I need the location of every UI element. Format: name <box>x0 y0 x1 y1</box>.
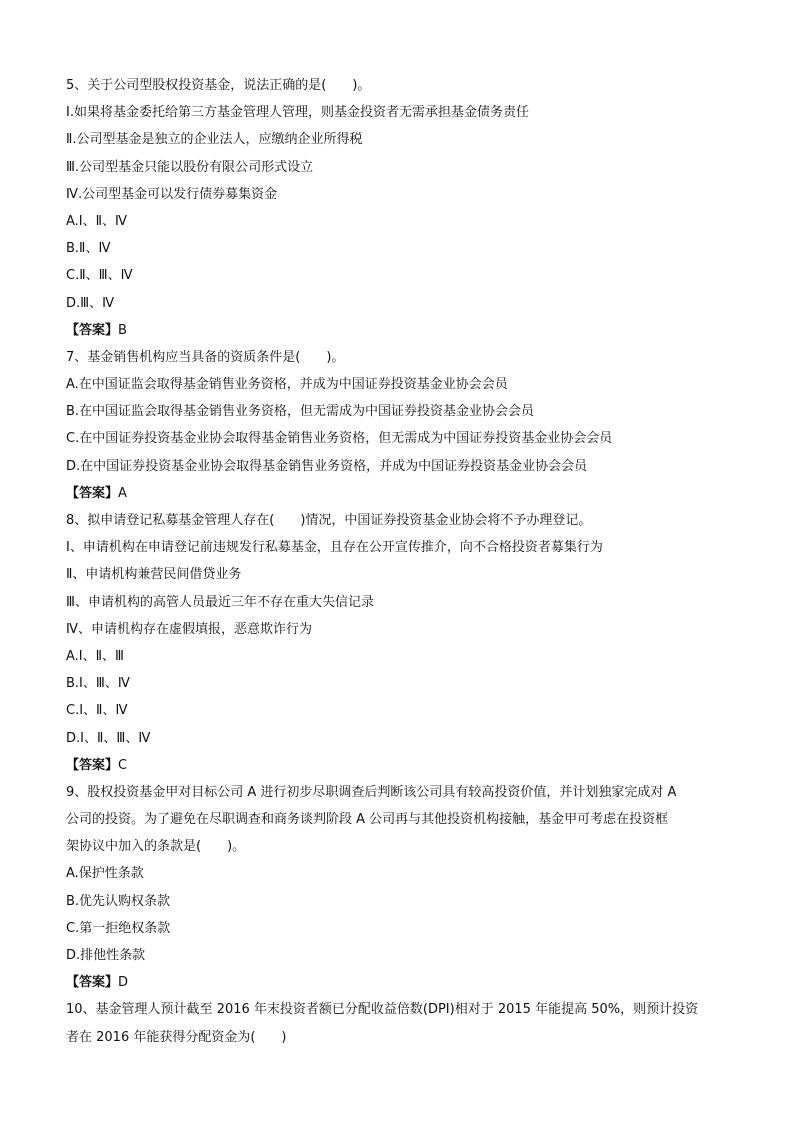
answer-label: 【答案】 <box>66 322 119 338</box>
option-c: C.在中国证券投资基金业协会取得基金销售业务资格，但无需成为中国证券投资基金业协会会员 <box>66 431 613 447</box>
answer-line <box>66 969 736 996</box>
statement-item: Ⅰ、申请机构在申请登记前违规发行私募基金，且存在公开宣传推介，向不合格投资者募集行为 <box>66 540 603 556</box>
option-b: B.优先认购权条款 <box>66 893 171 909</box>
question-stem-line: 公司的投资。为了避免在尽职调查和商务谈判阶段 A 公司再与其他投资机构接触，基金甲可考虑在投资框 <box>66 812 669 828</box>
statement-item: Ⅳ.公司型基金可以发行债券募集资金 <box>66 186 278 202</box>
answer-line <box>66 752 736 779</box>
question-stem-line: 者在 2016 年能获得分配资金为( ) <box>66 1029 287 1045</box>
answer-label: 【答案】 <box>66 757 119 773</box>
question-7 <box>66 344 736 507</box>
option-a: A.保护性条款 <box>66 866 144 882</box>
option-a: A.Ⅰ、Ⅱ、Ⅲ <box>66 648 124 664</box>
answer-value: D <box>118 975 129 991</box>
statement-item: Ⅲ.公司型基金只能以股份有限公司形式设立 <box>66 159 314 175</box>
answer-label: 【答案】 <box>66 485 119 501</box>
answer-label: 【答案】 <box>66 975 119 991</box>
answer-value: B <box>118 322 127 338</box>
option-d: D.在中国证券投资基金业协会取得基金销售业务资格，并成为中国证券投资基金业协会会员 <box>66 458 588 474</box>
question-stem: 5、关于公司型股权投资基金，说法正确的是( )。 <box>66 78 371 93</box>
question-8 <box>66 507 736 779</box>
question-stem-line: 架协议中加入的条款是( )。 <box>66 839 246 855</box>
answer-value: C <box>118 757 128 773</box>
question-stem: 7、基金销售机构应当具备的资质条件是( )。 <box>66 349 345 365</box>
option-b: B.Ⅱ、Ⅳ <box>66 241 111 257</box>
option-c: C.Ⅱ、Ⅲ、Ⅳ <box>66 268 133 284</box>
question-stem-line: 9、股权投资基金甲对目标公司 A 进行初步尽职调查后判断该公司具有较高投资价值，并计划独家完成对 A <box>66 784 677 800</box>
option-d: D.排他性条款 <box>66 948 146 963</box>
option-a: A.Ⅰ、Ⅱ、Ⅳ <box>66 213 128 229</box>
question-stem-line: 10、基金管理人预计截至 2016 年末投资者额已分配收益倍数(DPI)相对于 2015 年能提高 50%，则预计投资 <box>66 1002 699 1018</box>
option-d: D.Ⅰ、Ⅱ、Ⅲ、Ⅳ <box>66 730 151 746</box>
statement-item: Ⅰ.如果将基金委托给第三方基金管理人管理，则基金投资者无需承担基金债务责任 <box>66 105 529 121</box>
statement-item: Ⅳ、申请机构存在虚假填报，恶意欺诈行为 <box>66 621 312 637</box>
option-a: A.在中国证监会取得基金销售业务资格，并成为中国证券投资基金业协会会员 <box>66 377 508 393</box>
option-b: B.Ⅰ、Ⅲ、Ⅳ <box>66 676 130 692</box>
option-c: C.Ⅰ、Ⅱ、Ⅳ <box>66 703 128 719</box>
option-b: B.在中国证监会取得基金销售业务资格，但无需成为中国证券投资基金业协会会员 <box>66 404 535 420</box>
statement-item: Ⅲ、申请机构的高管人员最近三年不存在重大失信记录 <box>66 594 374 610</box>
question-stem: 8、拟申请登记私募基金管理人存在( )情况，中国证券投资基金业协会将不予办理登记。 <box>66 513 592 528</box>
question-10 <box>66 996 736 1050</box>
statement-item: Ⅱ.公司型基金是独立的企业法人，应缴纳企业所得税 <box>66 132 363 148</box>
statement-item: Ⅱ、申请机构兼营民间借贷业务 <box>66 567 242 583</box>
answer-line <box>66 480 736 507</box>
answer-line <box>66 317 736 344</box>
document-page <box>66 72 736 1051</box>
option-c: C.第一拒绝权条款 <box>66 920 171 936</box>
question-5 <box>66 72 736 344</box>
option-d: D.Ⅲ、Ⅳ <box>66 295 115 311</box>
answer-value: A <box>118 485 127 501</box>
question-9 <box>66 779 736 997</box>
